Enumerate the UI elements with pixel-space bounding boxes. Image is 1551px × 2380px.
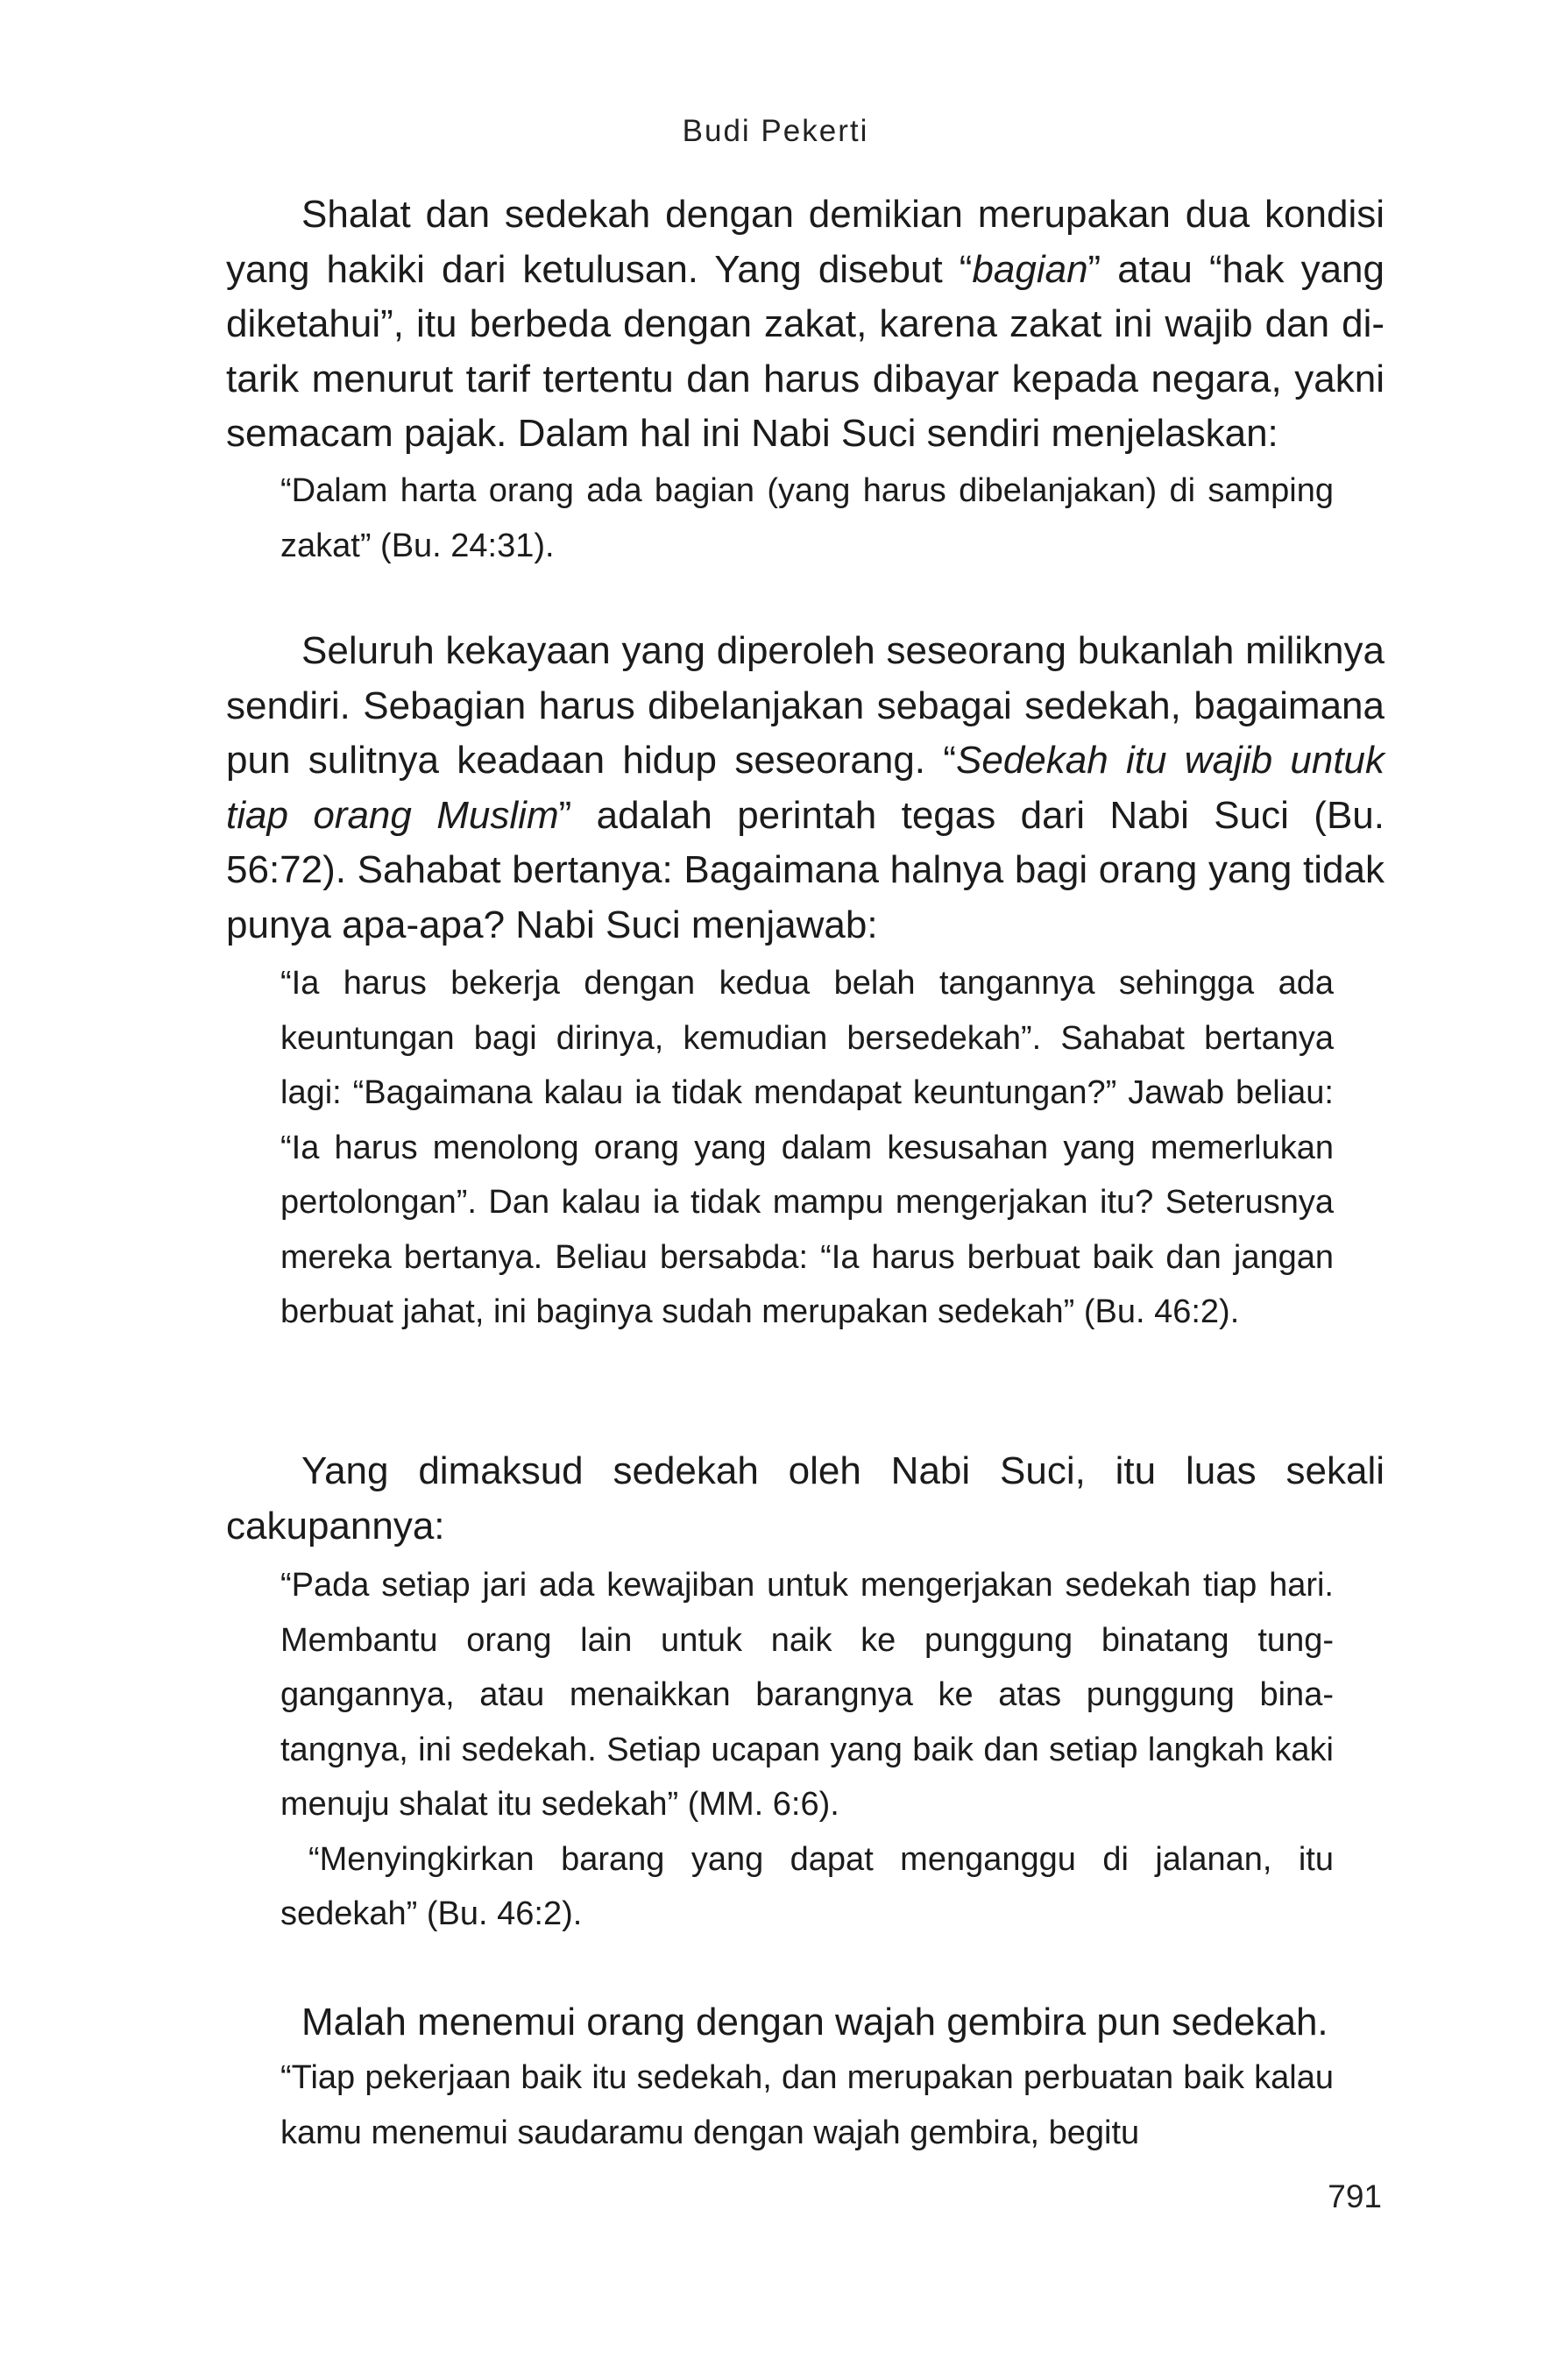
paragraph-2-emphasis: Sedekah itu wajib untuk tiap orang Muslim	[226, 739, 1385, 837]
paragraph-2	[226, 624, 1385, 953]
paragraph-3-text: Yang dimaksud sedekah oleh Nabi Suci, itu luas sekali cakupannya:	[226, 1449, 1385, 1548]
paragraph-1-text-b: ” atau “hak yang diketahui”, itu berbeda dengan zakat, karena zakat ini wajib dan ditarik menurut tarif tertentu dan harus dibayar kepada negara, yakni semacam pajak. Dalam hal ini Nabi Suci sendiri menjelaskan:	[226, 247, 1385, 455]
quote-3b-text: “Menyingkirkan barang yang dapat menganggu di jalanan, itu sedekah” (Bu. 46:2).	[280, 1840, 1334, 1932]
quote-2-text: “Ia harus bekerja dengan kedua belah tangannya sehingga ada keuntungan bagi dirinya, kemudian bersedekah”. Sahabat bertanya lagi: “Bagaimana kalau ia tidak mendapat keuntungan?” Jawab beliau: “Ia harus menolong orang yang dalam kesusahan yang memerlukan pertolongan”. Dan kalau ia tidak mampu mengerjakan itu? Seterusnya mereka bertanya. Beliau bersabda: “Ia harus berbuat baik dan jangan berbuat jahat, ini baginya sudah merupakan sedekah” (Bu. 46:2).	[280, 965, 1334, 1330]
running-head: Budi Pekerti	[682, 114, 869, 148]
paragraph-1-text-a: Shalat dan sedekah dengan demikian merupakan dua kondisi yang hakiki dari ketulusan. Yang disebut “	[226, 193, 1385, 291]
quote-4-text: “Tiap pekerjaan baik itu sedekah, dan merupakan perbuatan baik kalau kamu menemui saudaramu dengan wajah gembira, begitu	[280, 2059, 1334, 2151]
quote-1	[280, 464, 1334, 573]
paragraph-4	[226, 1995, 1385, 2051]
paragraph-2-text-a: Seluruh kekayaan yang diperoleh seseorang bukanlah miliknya sendiri. Sebagian harus dibelanjakan sebagai sedekah, bagaimana pun sulitnya keadaan hidup seseorang. “	[226, 629, 1385, 782]
page-number: 791	[1328, 2178, 1382, 2214]
paragraph-1-emphasis: bagian	[972, 247, 1088, 291]
quote-4	[280, 2051, 1334, 2160]
quote-1-text: “Dalam harta orang ada bagian (yang harus dibelanjakan) di samping zakat” (Bu. 24:31).	[280, 472, 1334, 564]
quote-3a-text: “Pada setiap jari ada kewajiban untuk mengerjakan sedekah tiap hari. Membantu orang lain untuk naik ke punggung binatang tunggangannya, atau menaikkan barangnya ke atas punggung binatangnya, ini sedekah. Setiap ucapan yang baik dan setiap langkah kaki menuju shalat itu sedekah” (MM. 6:6).	[280, 1567, 1334, 1823]
paragraph-1	[226, 188, 1385, 462]
paragraph-3	[226, 1444, 1385, 1554]
quote-2	[280, 956, 1334, 1340]
paragraph-4-text: Malah menemui orang dengan wajah gembira pun sedekah.	[301, 2001, 1328, 2044]
paragraph-2-text-b: ” adalah perintah tegas dari Nabi Suci (Bu. 56:72). Sahabat bertanya: Bagaimana halnya bagi orang yang tidak punya apa-apa? Nabi Suci menjawab:	[226, 793, 1385, 946]
quote-3	[280, 1558, 1334, 1942]
